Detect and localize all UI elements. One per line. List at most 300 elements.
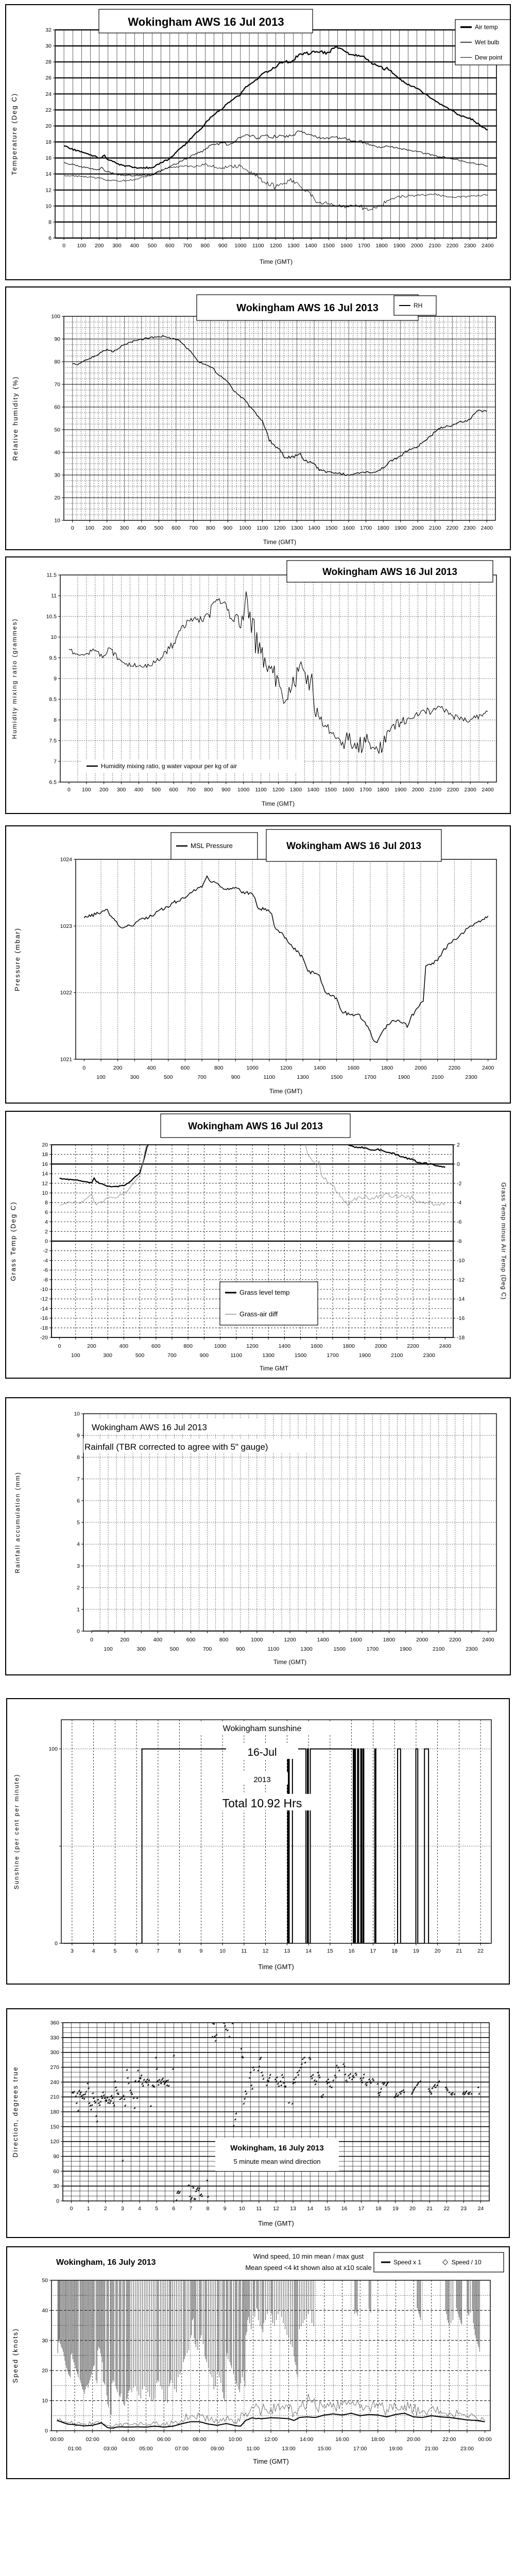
svg-text:1300: 1300 — [297, 1074, 309, 1080]
svg-text:8: 8 — [54, 717, 57, 723]
svg-text:1300: 1300 — [287, 243, 300, 249]
chart-text: Wokingham AWS 16 Jul 2013 — [92, 1422, 207, 1432]
svg-text:1900: 1900 — [358, 1352, 371, 1359]
svg-text:16:00: 16:00 — [335, 2436, 349, 2443]
svg-text:-10: -10 — [457, 1257, 465, 1264]
svg-text:5: 5 — [155, 2206, 159, 2212]
svg-text:10:00: 10:00 — [228, 2436, 242, 2443]
svg-text:90: 90 — [53, 2154, 59, 2160]
svg-text:1600: 1600 — [350, 1637, 362, 1643]
chart-text: Sunshine (per cent per minute) — [13, 1773, 20, 1890]
temperature-chart — [6, 5, 510, 279]
svg-text:7: 7 — [77, 1476, 80, 1483]
svg-text:18: 18 — [375, 2206, 382, 2212]
svg-text:2400: 2400 — [482, 787, 494, 793]
svg-text:-4: -4 — [43, 1257, 48, 1264]
svg-text:-2: -2 — [43, 1248, 48, 1255]
svg-text:15: 15 — [327, 1948, 333, 1954]
svg-text:20: 20 — [42, 2367, 48, 2374]
svg-text:1022: 1022 — [60, 990, 72, 996]
svg-text:19: 19 — [392, 2206, 399, 2212]
rainfall-chart — [6, 1398, 510, 1674]
chart-text: 2013 — [253, 1775, 271, 1784]
svg-text:24: 24 — [45, 91, 52, 97]
svg-text:MSL Pressure: MSL Pressure — [191, 842, 233, 850]
chart-text: Wokingham sunshine — [222, 1724, 302, 1733]
svg-text:300: 300 — [50, 2049, 59, 2056]
svg-text:03:00: 03:00 — [104, 2446, 117, 2452]
svg-text:18: 18 — [45, 139, 52, 146]
chart-panel-wind-speed — [6, 2246, 510, 2479]
svg-text:700: 700 — [197, 1074, 207, 1080]
svg-text:0: 0 — [90, 1637, 93, 1643]
svg-text:1100: 1100 — [256, 525, 268, 531]
svg-text:20: 20 — [42, 1142, 48, 1148]
chart-text: 16-Jul — [247, 1747, 277, 1758]
svg-text:1100: 1100 — [263, 1074, 276, 1080]
svg-text:60: 60 — [53, 2168, 59, 2175]
chart-text: Wokingham AWS 16 Jul 2013 — [188, 1121, 323, 1132]
svg-text:-12: -12 — [40, 1296, 48, 1302]
svg-text:2200: 2200 — [407, 1343, 419, 1349]
svg-text:2100: 2100 — [431, 1074, 444, 1080]
svg-text:17: 17 — [370, 1948, 376, 1954]
svg-text:0: 0 — [77, 1628, 80, 1635]
chart-text: Direction, degrees true — [11, 2066, 19, 2158]
svg-text:3: 3 — [77, 1563, 80, 1569]
svg-text:10: 10 — [74, 1411, 80, 1417]
svg-text:6: 6 — [48, 235, 52, 242]
svg-text:200: 200 — [87, 1343, 96, 1349]
svg-text:Speed / 10: Speed / 10 — [451, 2259, 482, 2266]
svg-text:7.5: 7.5 — [49, 738, 57, 744]
svg-text:40: 40 — [54, 449, 60, 456]
svg-text:300: 300 — [136, 1646, 146, 1652]
chart-text: Wind speed, 10 min mean / max gust — [253, 2252, 364, 2260]
chart-panel-pressure — [5, 825, 511, 1104]
svg-text:1800: 1800 — [383, 1637, 396, 1643]
svg-text:-14: -14 — [40, 1306, 48, 1312]
svg-text:0: 0 — [45, 2428, 48, 2434]
svg-text:0: 0 — [67, 787, 71, 793]
svg-text:1000: 1000 — [246, 1065, 259, 1071]
svg-text:2: 2 — [104, 2206, 107, 2212]
svg-text:2200: 2200 — [446, 525, 458, 531]
svg-text:70: 70 — [54, 381, 60, 388]
svg-text:0: 0 — [457, 1161, 460, 1167]
pressure-chart — [6, 826, 510, 1103]
svg-text:600: 600 — [151, 1343, 161, 1349]
chart-panel-sunshine — [6, 1698, 510, 1985]
svg-text:80: 80 — [54, 359, 60, 365]
svg-text:1700: 1700 — [359, 525, 372, 531]
svg-text:2100: 2100 — [429, 787, 442, 793]
svg-text:17:00: 17:00 — [353, 2446, 367, 2452]
chart-panel-rainfall — [5, 1397, 511, 1675]
chart-text: Time GMT — [259, 1365, 289, 1372]
svg-text:60: 60 — [54, 404, 60, 411]
svg-text:240: 240 — [50, 2079, 59, 2086]
svg-text:Grass-air diff: Grass-air diff — [239, 1310, 278, 1318]
svg-text:10: 10 — [45, 203, 52, 210]
svg-text:2200: 2200 — [446, 243, 458, 249]
svg-text:11: 11 — [51, 592, 57, 599]
svg-text:400: 400 — [130, 243, 140, 249]
svg-text:1300: 1300 — [262, 1352, 274, 1359]
svg-text:50: 50 — [42, 2277, 48, 2284]
svg-text:0: 0 — [55, 1940, 58, 1947]
svg-text:7: 7 — [54, 758, 57, 765]
svg-text:Speed x 1: Speed x 1 — [393, 2259, 422, 2266]
svg-text:6.5: 6.5 — [49, 779, 57, 786]
svg-text:15:00: 15:00 — [317, 2446, 332, 2452]
svg-text:4: 4 — [92, 1948, 95, 1954]
svg-text:2: 2 — [45, 1228, 48, 1235]
svg-text:Wet bulb: Wet bulb — [475, 39, 500, 46]
svg-text:11:00: 11:00 — [246, 2446, 260, 2452]
svg-text:200: 200 — [113, 1065, 123, 1071]
svg-text:2000: 2000 — [411, 525, 424, 531]
svg-text:-6: -6 — [43, 1267, 48, 1274]
svg-text:2200: 2200 — [447, 787, 459, 793]
svg-text:1000: 1000 — [239, 525, 251, 531]
svg-text:8: 8 — [178, 1948, 181, 1954]
chart-text: Time (GMT) — [253, 2458, 289, 2465]
svg-text:1500: 1500 — [330, 1074, 343, 1080]
svg-text:4: 4 — [77, 1541, 80, 1548]
svg-text:-18: -18 — [40, 1325, 48, 1331]
chart-text: Mean speed <4 kt shown also at x10 scale — [245, 2264, 372, 2272]
chart-text: Time (GMT) — [261, 800, 295, 807]
svg-text:19:00: 19:00 — [389, 2446, 403, 2452]
svg-text:1000: 1000 — [214, 1343, 227, 1349]
svg-text:0: 0 — [58, 1343, 61, 1349]
svg-text:400: 400 — [119, 1343, 129, 1349]
svg-text:200: 200 — [94, 243, 104, 249]
svg-text:1023: 1023 — [60, 923, 72, 929]
svg-text:10: 10 — [42, 1190, 48, 1196]
svg-text:1900: 1900 — [399, 1646, 412, 1652]
svg-text:2400: 2400 — [439, 1343, 452, 1349]
svg-text:00:00: 00:00 — [50, 2436, 64, 2443]
svg-text:1200: 1200 — [269, 243, 282, 249]
svg-text:200: 200 — [102, 525, 112, 531]
svg-text:1600: 1600 — [347, 1065, 359, 1071]
svg-text:800: 800 — [204, 787, 213, 793]
chart-text: Wokingham, 16 July 2013 — [230, 2144, 324, 2153]
svg-text:11: 11 — [256, 2206, 262, 2212]
svg-text:100: 100 — [96, 1074, 106, 1080]
svg-text:10: 10 — [54, 517, 60, 524]
svg-text:16: 16 — [348, 1948, 355, 1954]
svg-text:17: 17 — [358, 2206, 365, 2212]
svg-text:8: 8 — [48, 219, 52, 226]
svg-text:2400: 2400 — [480, 525, 493, 531]
svg-text:Dew point: Dew point — [475, 54, 503, 61]
svg-text:00:00: 00:00 — [478, 2436, 492, 2443]
chart-text: Grass Temp (Deg C) — [9, 1201, 17, 1281]
svg-text:12: 12 — [273, 2206, 279, 2212]
svg-text:32: 32 — [45, 27, 52, 33]
svg-text:22:00: 22:00 — [442, 2436, 456, 2443]
svg-text:1000: 1000 — [237, 787, 250, 793]
svg-text:10: 10 — [50, 634, 57, 641]
svg-text:04:00: 04:00 — [121, 2436, 135, 2443]
svg-text:1400: 1400 — [278, 1343, 291, 1349]
chart-text: Pressure (mbar) — [13, 927, 21, 991]
svg-text:100: 100 — [77, 243, 87, 249]
svg-text:1300: 1300 — [300, 1646, 313, 1652]
svg-text:100: 100 — [71, 1352, 80, 1359]
svg-text:6: 6 — [172, 2206, 176, 2212]
svg-text:21: 21 — [426, 2206, 433, 2212]
svg-text:2000: 2000 — [416, 1637, 428, 1643]
chart-text: Wokingham AWS 16 Jul 2013 — [236, 302, 379, 314]
svg-text:22: 22 — [45, 107, 52, 113]
svg-text:210: 210 — [50, 2094, 59, 2100]
svg-text:-16: -16 — [457, 1315, 465, 1322]
svg-text:1300: 1300 — [290, 525, 303, 531]
svg-text:9: 9 — [77, 1432, 80, 1439]
svg-text:800: 800 — [219, 1637, 229, 1643]
svg-text:270: 270 — [50, 2064, 59, 2071]
svg-text:21: 21 — [456, 1948, 462, 1954]
svg-text:1800: 1800 — [342, 1343, 355, 1349]
svg-text:800: 800 — [183, 1343, 193, 1349]
svg-text:100: 100 — [104, 1646, 113, 1652]
svg-text:400: 400 — [153, 1637, 163, 1643]
svg-text:0: 0 — [56, 2198, 59, 2205]
svg-text:400: 400 — [134, 787, 144, 793]
svg-text:1700: 1700 — [366, 1646, 379, 1652]
svg-text:2100: 2100 — [428, 243, 441, 249]
svg-text:2300: 2300 — [465, 1074, 477, 1080]
svg-text:400: 400 — [147, 1065, 156, 1071]
svg-text:700: 700 — [186, 787, 196, 793]
svg-text:800: 800 — [206, 525, 215, 531]
svg-text:22: 22 — [443, 2206, 450, 2212]
svg-text:3: 3 — [70, 1948, 74, 1954]
svg-text:12: 12 — [42, 1180, 48, 1187]
svg-text:180: 180 — [50, 2109, 59, 2115]
chart-panel-relative-humidity — [5, 286, 511, 550]
svg-text:600: 600 — [165, 243, 175, 249]
svg-text:18: 18 — [42, 1151, 48, 1158]
svg-text:500: 500 — [147, 243, 157, 249]
svg-text:5: 5 — [77, 1519, 80, 1526]
chart-text: Wokingham AWS 16 Jul 2013 — [128, 15, 284, 28]
svg-text:0: 0 — [70, 2206, 73, 2212]
svg-text:1: 1 — [87, 2206, 90, 2212]
svg-text:1700: 1700 — [358, 243, 370, 249]
svg-text:400: 400 — [137, 525, 146, 531]
svg-text:1700: 1700 — [327, 1352, 339, 1359]
svg-text:8.5: 8.5 — [49, 696, 57, 703]
svg-text:14: 14 — [305, 1948, 312, 1954]
svg-text:300: 300 — [116, 787, 126, 793]
svg-text:-16: -16 — [40, 1315, 48, 1322]
svg-text:1024: 1024 — [60, 856, 72, 863]
svg-text:1800: 1800 — [375, 243, 388, 249]
svg-text:8: 8 — [77, 1454, 80, 1461]
svg-text:28: 28 — [45, 59, 52, 65]
svg-text:12: 12 — [262, 1948, 269, 1954]
svg-text:20: 20 — [45, 123, 52, 129]
svg-text:Humidity mixing ratio, g water: Humidity mixing ratio, g water vapour per kg of air — [101, 762, 237, 770]
svg-text:900: 900 — [235, 1646, 245, 1652]
svg-text:600: 600 — [171, 525, 181, 531]
svg-text:-20: -20 — [40, 1334, 48, 1341]
svg-text:900: 900 — [223, 525, 233, 531]
svg-text:2300: 2300 — [423, 1352, 435, 1359]
svg-text:08:00: 08:00 — [193, 2436, 207, 2443]
chart-text: Rainfall accumulation (mm) — [14, 1471, 21, 1573]
svg-text:1500: 1500 — [324, 787, 337, 793]
svg-text:1800: 1800 — [381, 1065, 393, 1071]
svg-text:1600: 1600 — [342, 787, 354, 793]
humidity-mixing-ratio-chart — [6, 557, 510, 813]
svg-text:300: 300 — [130, 1074, 140, 1080]
svg-text:1021: 1021 — [60, 1056, 72, 1063]
svg-text:5: 5 — [113, 1948, 117, 1954]
chart-text: Speed (knots) — [11, 2328, 19, 2383]
svg-text:2300: 2300 — [464, 525, 476, 531]
svg-text:RH: RH — [414, 302, 423, 309]
svg-text:-12: -12 — [457, 1277, 465, 1283]
svg-text:10: 10 — [42, 2398, 48, 2404]
svg-text:23: 23 — [460, 2206, 467, 2212]
svg-text:1900: 1900 — [398, 1074, 410, 1080]
chart-text: 5 minute mean wind direction — [233, 2158, 321, 2165]
svg-text:15: 15 — [324, 2206, 331, 2212]
svg-text:24: 24 — [477, 2206, 484, 2212]
svg-text:2400: 2400 — [482, 1065, 494, 1071]
svg-text:300: 300 — [112, 243, 122, 249]
svg-text:800: 800 — [214, 1065, 224, 1071]
svg-text:2100: 2100 — [391, 1352, 403, 1359]
svg-text:1600: 1600 — [311, 1343, 323, 1349]
svg-text:600: 600 — [180, 1065, 190, 1071]
svg-text:9: 9 — [199, 1948, 203, 1954]
svg-text:2200: 2200 — [448, 1065, 460, 1071]
svg-text:1300: 1300 — [289, 787, 302, 793]
svg-text:2000: 2000 — [411, 243, 423, 249]
svg-text:12:00: 12:00 — [264, 2436, 278, 2443]
svg-text:500: 500 — [169, 1646, 179, 1652]
svg-text:1500: 1500 — [322, 243, 335, 249]
svg-text:1200: 1200 — [280, 1065, 293, 1071]
svg-text:6: 6 — [135, 1948, 139, 1954]
svg-text:7: 7 — [189, 2206, 193, 2212]
svg-text:11.5: 11.5 — [46, 572, 57, 579]
svg-text:600: 600 — [169, 787, 178, 793]
svg-text:1400: 1400 — [305, 243, 317, 249]
svg-text:1800: 1800 — [377, 787, 389, 793]
svg-text:3: 3 — [121, 2206, 124, 2212]
svg-text:90: 90 — [54, 336, 60, 343]
svg-text:1200: 1200 — [246, 1343, 259, 1349]
wind-direction-chart — [7, 2009, 509, 2237]
chart-text: Time (GMT) — [273, 1658, 307, 1666]
svg-text:200: 200 — [120, 1637, 129, 1643]
svg-text:2400: 2400 — [482, 243, 494, 249]
svg-text:1900: 1900 — [394, 787, 407, 793]
svg-text:2000: 2000 — [411, 787, 424, 793]
svg-text:700: 700 — [167, 1352, 177, 1359]
svg-text:150: 150 — [50, 2124, 59, 2130]
svg-text:-2: -2 — [457, 1180, 462, 1187]
svg-text:8: 8 — [45, 1199, 48, 1206]
svg-text:2300: 2300 — [464, 787, 476, 793]
svg-text:21:00: 21:00 — [424, 2446, 438, 2452]
svg-text:9: 9 — [54, 675, 57, 682]
svg-text:0: 0 — [62, 243, 66, 249]
svg-text:16: 16 — [42, 1161, 48, 1167]
svg-text:500: 500 — [135, 1352, 145, 1359]
svg-text:13: 13 — [284, 1948, 290, 1954]
chart-text: Temperature (Deg C) — [10, 92, 18, 176]
svg-text:01:00: 01:00 — [67, 2446, 82, 2452]
svg-text:30: 30 — [45, 43, 52, 49]
svg-text:Grass level temp: Grass level temp — [239, 1289, 290, 1296]
svg-text:120: 120 — [50, 2139, 59, 2145]
svg-text:2000: 2000 — [374, 1343, 387, 1349]
svg-text:800: 800 — [200, 243, 210, 249]
svg-text:-8: -8 — [43, 1277, 48, 1283]
svg-text:0: 0 — [71, 525, 74, 531]
svg-text:2200: 2200 — [449, 1637, 461, 1643]
svg-text:1100: 1100 — [267, 1646, 280, 1652]
svg-text:14: 14 — [307, 2206, 314, 2212]
svg-text:10.5: 10.5 — [46, 613, 57, 620]
svg-text:19: 19 — [413, 1948, 419, 1954]
svg-text:30: 30 — [53, 2183, 59, 2190]
svg-text:1: 1 — [77, 1606, 80, 1613]
chart-text: Time (GMT) — [269, 1088, 303, 1095]
svg-text:1200: 1200 — [273, 525, 286, 531]
chart-text: Time (GMT) — [258, 2219, 294, 2227]
svg-text:4: 4 — [138, 2206, 141, 2212]
svg-text:900: 900 — [231, 1074, 241, 1080]
svg-text:-6: -6 — [457, 1219, 462, 1226]
svg-text:1600: 1600 — [342, 525, 355, 531]
chart-text: Total 10.92 Hrs — [222, 1797, 302, 1810]
chart-panel-grass-temp — [5, 1111, 511, 1379]
svg-text:-14: -14 — [457, 1296, 465, 1302]
svg-text:1800: 1800 — [377, 525, 389, 531]
svg-text:500: 500 — [163, 1074, 173, 1080]
svg-text:13:00: 13:00 — [282, 2446, 296, 2452]
svg-text:100: 100 — [48, 1746, 58, 1753]
svg-text:1100: 1100 — [230, 1352, 243, 1359]
svg-text:500: 500 — [151, 787, 161, 793]
svg-text:1900: 1900 — [393, 243, 406, 249]
svg-text:1400: 1400 — [308, 525, 320, 531]
svg-text:4: 4 — [45, 1219, 48, 1226]
chart-text: Wokingham, 16 July 2013 — [56, 2258, 156, 2267]
chart-panel-temperature — [5, 4, 511, 280]
svg-text:-4: -4 — [457, 1199, 462, 1206]
svg-text:2: 2 — [457, 1142, 460, 1148]
svg-text:Air temp: Air temp — [475, 23, 498, 31]
chart-text: Wokingham AWS 16 Jul 2013 — [322, 567, 457, 578]
svg-text:05:00: 05:00 — [139, 2446, 153, 2452]
wind-speed-chart — [7, 2247, 509, 2478]
chart-panel-mixing-ratio — [5, 556, 511, 814]
chart-text: Rainfall (TBR corrected to agree with 5" gauge) — [84, 1442, 268, 1452]
svg-text:100: 100 — [82, 787, 91, 793]
svg-text:6: 6 — [45, 1209, 48, 1216]
